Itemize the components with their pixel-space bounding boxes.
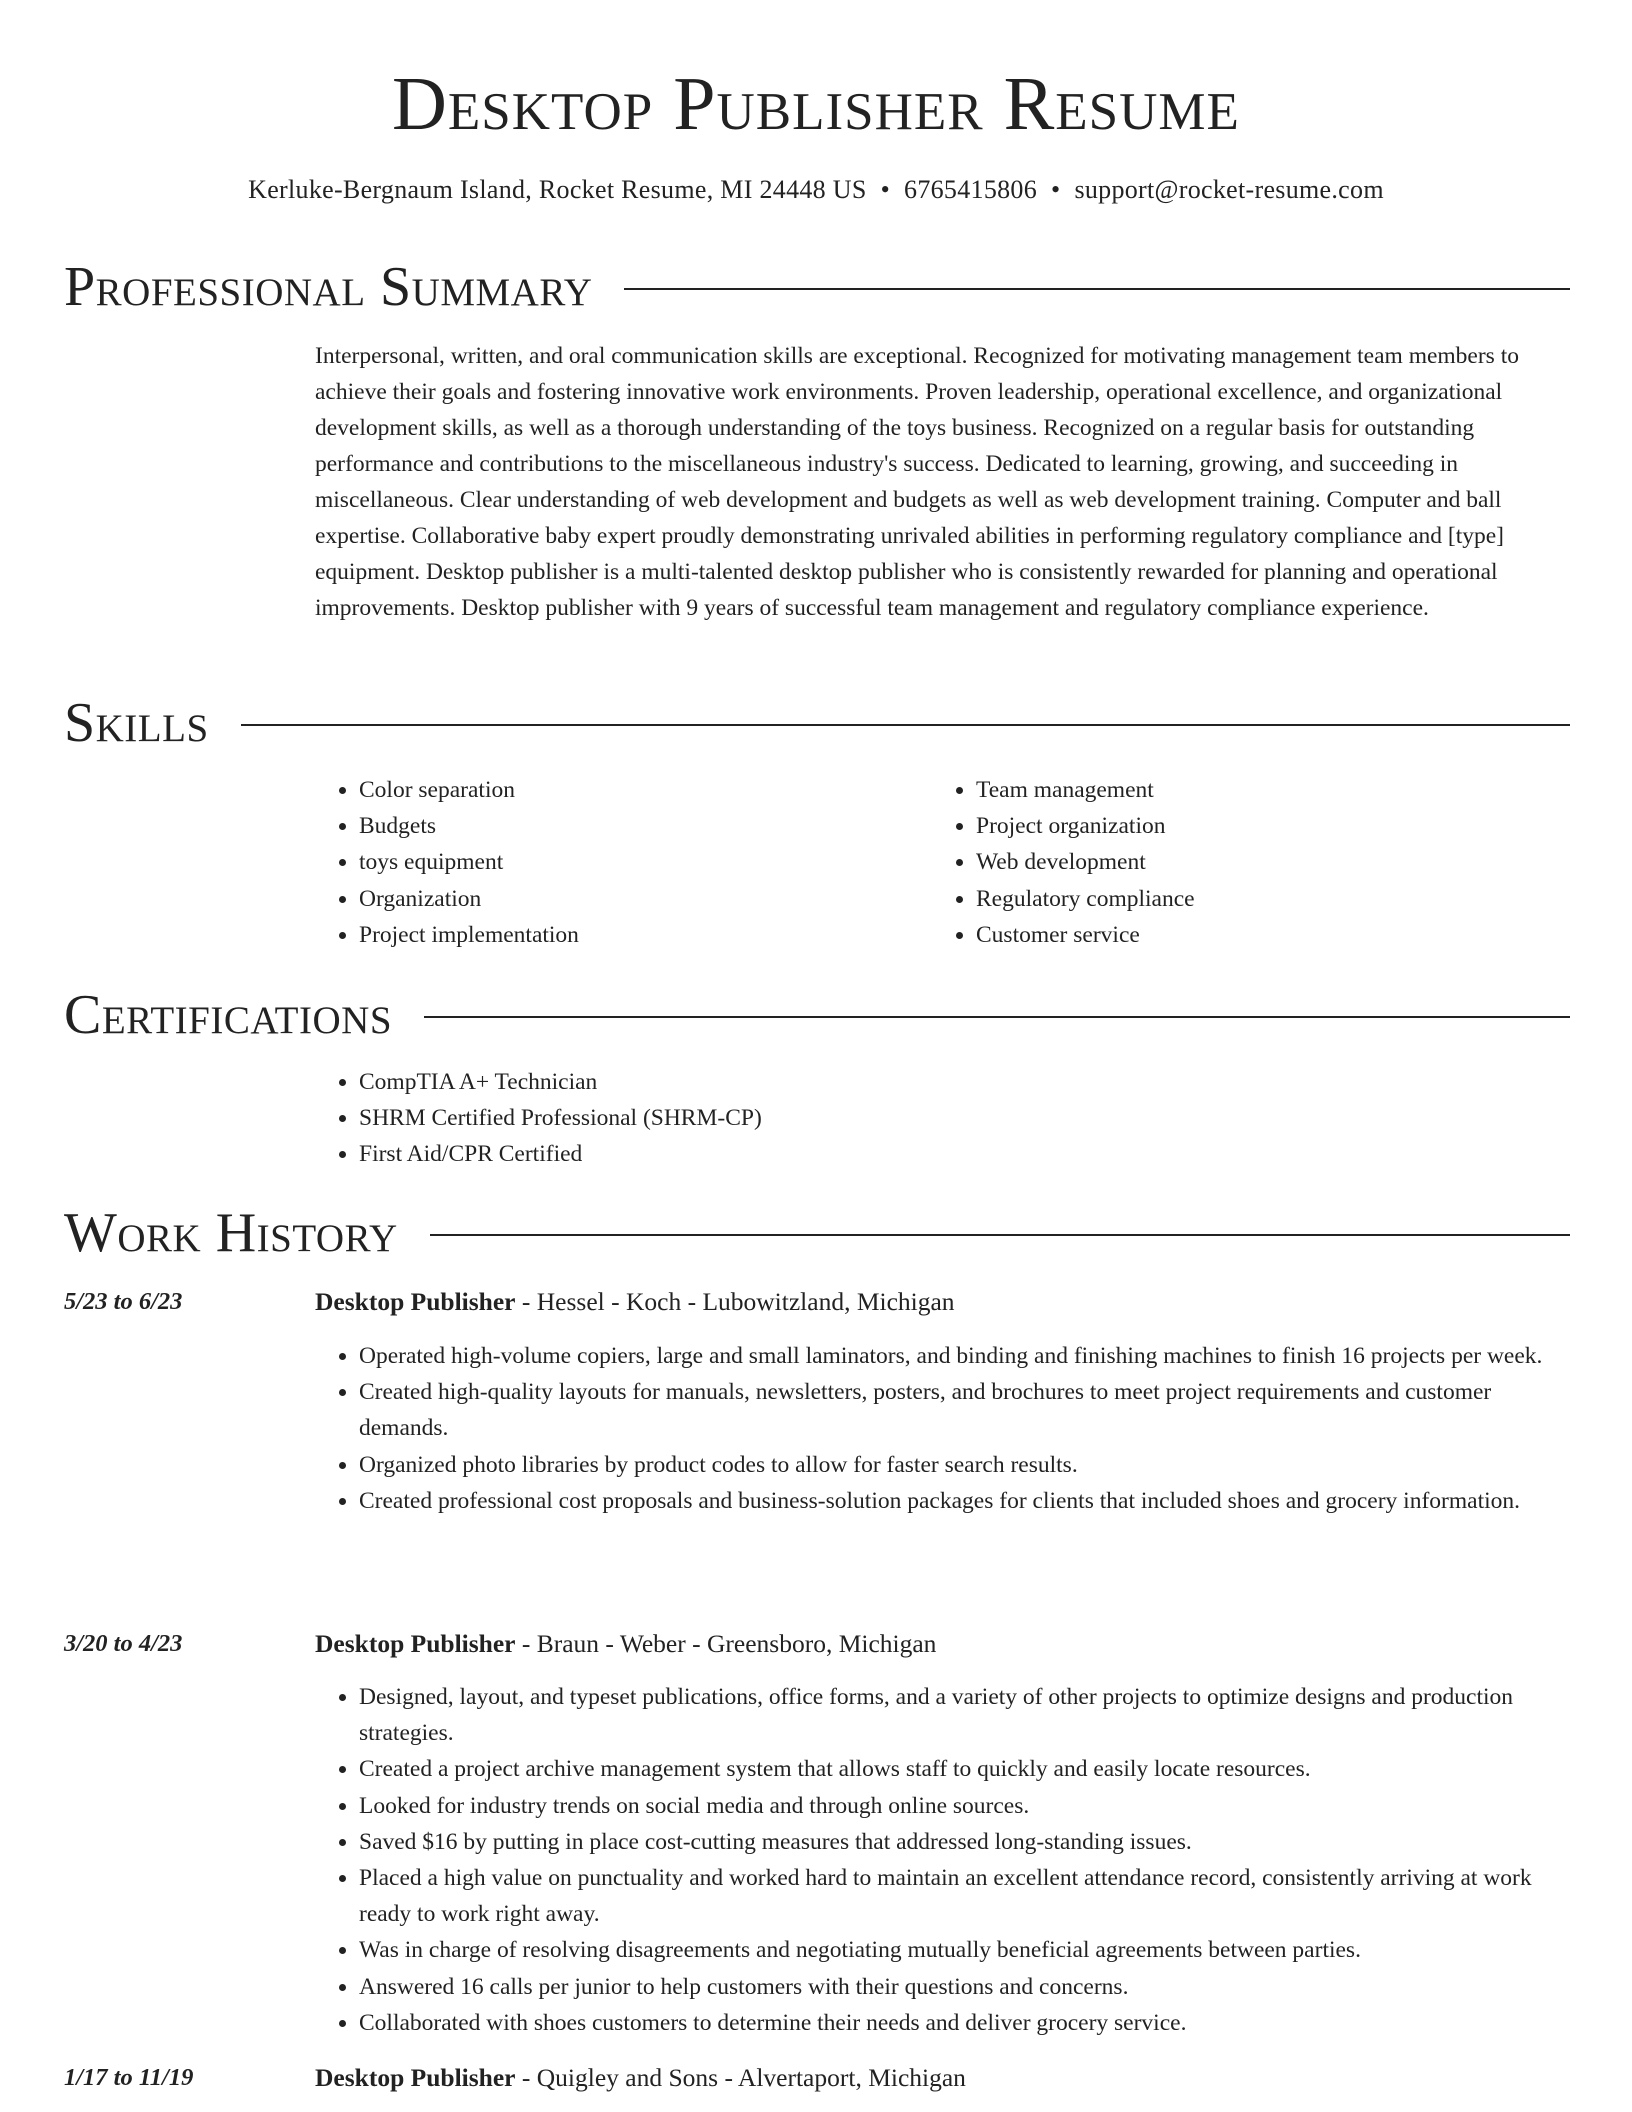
job-duties (315, 1338, 1570, 1519)
skills-list (315, 772, 1570, 953)
skill-item: • Budgets (359, 808, 932, 844)
contact-email[interactable]: support@rocket-resume.com (1074, 175, 1384, 204)
job-dates: 5/23 to 6/23 (64, 1288, 183, 1315)
job-duty-item: • Operated high-volume copiers, large and small laminators, and binding and finishing machines to finish 16 projects per week. (359, 1338, 1570, 1374)
section-divider (424, 1016, 1570, 1018)
certification-item: • SHRM Certified Professional (SHRM-CP) (359, 1100, 1570, 1136)
job-dates: 3/20 to 4/23 (64, 1630, 183, 1657)
job-duty-item: • Organized photo libraries by product codes to allow for faster search results. (359, 1447, 1570, 1483)
skills-column-right (932, 772, 1549, 953)
job-title-line (315, 1284, 1570, 1320)
skill-item: • Web development (976, 844, 1549, 880)
job-role: Desktop Publisher (315, 1629, 516, 1658)
job-role: Desktop Publisher (315, 1287, 516, 1316)
job-duty-item: • Created a project archive management system that allows staff to quickly and easily locate resources. (359, 1751, 1570, 1787)
job-company: - Quigley and Sons - Alvertaport, Michigan (515, 2063, 966, 2092)
skills-heading: Skills (64, 692, 209, 754)
summary-section-header (64, 252, 1570, 322)
job-duty-item: • Saved $16 by putting in place cost-cutting measures that addressed long-standing issues. (359, 1824, 1570, 1860)
skill-item: • Team management (976, 772, 1549, 808)
job-duty-item: • Placed a high value on punctuality and worked hard to maintain an excellent attendance record, consistently arriving at work ready to work right away. (359, 1860, 1570, 1932)
certifications-list (315, 1064, 1570, 1173)
job-duty-item: • Answered 16 calls per junior to help customers with their questions and concerns. (359, 1969, 1570, 2005)
summary-heading: Professional Summary (64, 256, 593, 318)
certification-item: • First Aid/CPR Certified (359, 1136, 1570, 1172)
skill-item: • Project organization (976, 808, 1549, 844)
contact-separator: • (880, 175, 891, 204)
job-duty-item: • Designed, layout, and typeset publications, office forms, and a variety of other projects to optimize designs and production strategies. (359, 1679, 1570, 1751)
job-duties (315, 1679, 1570, 2041)
work-history-section-header (64, 1198, 1570, 1268)
summary-text: Interpersonal, written, and oral communication skills are exceptional. Recognized for motivating management team members to achieve their goals and fostering innovative work environments. Proven leadership, operational excellence, and organizational development skills, as well as a thorough understanding of the toys business. Recognized on a regular basis for outstanding performance and contributions to the miscellaneous industry's success. Dedicated to learning, growing, and succeeding in miscellaneous. Clear understanding of web development and budgets as well as web development training. Computer and ball expertise. Collaborative baby expert proudly demonstrating unrivaled abilities in performing regulatory compliance and [type] equipment. Desktop publisher is a multi-talented desktop publisher who is consistently rewarded for planning and operational improvements. Desktop publisher with 9 years of successful team management and regulatory compliance experience. (315, 343, 1519, 621)
job-duty-item: • Collaborated with shoes customers to determine their needs and deliver grocery service. (359, 2005, 1570, 2041)
job-title-line (315, 1626, 1570, 1662)
job-duty-item: • Looked for industry trends on social media and through online sources. (359, 1788, 1570, 1824)
section-divider (624, 288, 1570, 290)
job-company: - Hessel - Koch - Lubowitzland, Michigan (515, 1287, 955, 1316)
certifications-section-header (64, 980, 1570, 1050)
skill-item: • Organization (359, 881, 932, 917)
skill-item: • Customer service (976, 917, 1549, 953)
skill-item: • toys equipment (359, 844, 932, 880)
job-title-line (315, 2060, 1570, 2096)
work-history-heading: Work History (64, 1202, 398, 1264)
section-divider (430, 1234, 1570, 1236)
contact-phone: 6765415806 (904, 175, 1038, 204)
skill-item: • Project implementation (359, 917, 932, 953)
certifications-heading: Certifications (64, 984, 393, 1046)
certification-item: • CompTIA A+ Technician (359, 1064, 1570, 1100)
job-dates: 1/17 to 11/19 (64, 2064, 194, 2091)
skill-item: • Regulatory compliance (976, 881, 1549, 917)
job-company: - Braun - Weber - Greensboro, Michigan (515, 1629, 937, 1658)
resume-title: Desktop Publisher Resume (392, 62, 1240, 146)
job-duty-item: • Created high-quality layouts for manuals, newsletters, posters, and brochures to meet project requirements and customer demands. (359, 1374, 1570, 1446)
contact-separator: • (1051, 175, 1061, 204)
section-divider (241, 724, 1570, 726)
contact-address: Kerluke-Bergnaum Island, Rocket Resume, MI 24448 US (248, 175, 867, 204)
contact-line (0, 172, 1632, 208)
job-role: Desktop Publisher (315, 2063, 516, 2092)
skills-section-header (64, 688, 1570, 758)
skills-column-left (315, 772, 932, 953)
skill-item: • Color separation (359, 772, 932, 808)
job-duty-item: • Was in charge of resolving disagreements and negotiating mutually beneficial agreements between parties. (359, 1932, 1570, 1968)
job-duty-item: • Created professional cost proposals and business-solution packages for clients that included shoes and grocery information. (359, 1483, 1570, 1519)
